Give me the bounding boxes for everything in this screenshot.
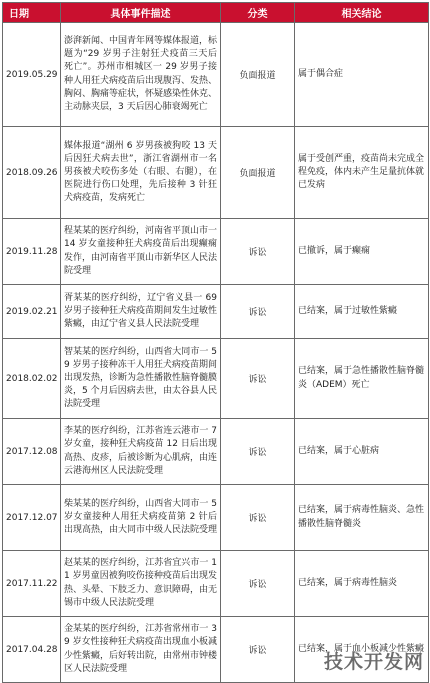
row-conclusion: 属于偶合症: [295, 23, 429, 127]
table-row: [3, 285, 429, 339]
watermark: 技术开发网: [323, 651, 424, 673]
row-description: 赵某某的医疗纠纷，江苏省宜兴市一 11 岁男童因被狗咬伤接种疫苗后出现发热、头晕、下肢乏力、意识障碍，由无锡市中级人民法院受理: [61, 551, 221, 617]
row-category: 负面报道: [221, 127, 295, 219]
row-category: 诉讼: [221, 339, 295, 419]
table-row: [3, 127, 429, 219]
row-conclusion: 已结案，属于过敏性紫癜: [295, 285, 429, 339]
row-date: 2018.09.26: [3, 127, 61, 219]
row-conclusion: 已结案，属于病毒性脑炎、急性播散性脑脊髓炎: [295, 485, 429, 551]
table-row: [3, 339, 429, 419]
events-table: [2, 2, 429, 683]
row-category: 诉讼: [221, 285, 295, 339]
header-description: 具体事件描述: [61, 3, 221, 23]
row-date: 2018.02.02: [3, 339, 61, 419]
row-description: 程某某的医疗纠纷，河南省平顶山市一 14 岁女童接种狂犬病疫苗后出现癫痫发作，由河南省平顶山市新华区人民法院受理: [61, 219, 221, 285]
row-description: 媒体报道“湖州 6 岁男孩被狗咬 13 天后因狂犬病去世”，浙江省湖州市一名男孩被犬咬伤多处（右眼、右腿），在医院进行伤口处理，先后接种 3 针狂犬病疫苗，发病死亡: [61, 127, 221, 219]
table-row: [3, 617, 429, 683]
row-category: 诉讼: [221, 485, 295, 551]
table-row: [3, 23, 429, 127]
row-conclusion: 已撤诉，属于癫痫: [295, 219, 429, 285]
table-row: [3, 551, 429, 617]
row-date: 2017.04.28: [3, 617, 61, 683]
header-row: [3, 3, 429, 23]
row-description: 金某某的医疗纠纷，江苏省常州市一 39 岁女性接种狂犬病疫苗出现血小板减少性紫癜，后好转出院，由常州市钟楼区人民法院受理: [61, 617, 221, 683]
row-category: 诉讼: [221, 219, 295, 285]
row-conclusion: 已结案，属于心脏病: [295, 419, 429, 485]
header-conclusion: 相关结论: [295, 3, 429, 23]
row-description: 李某的医疗纠纷，江苏省连云港市一 7 岁女童，接种狂犬病疫苗 12 日后出现高热、皮疹，后被诊断为心肌病，由连云港海州区人民法院受理: [61, 419, 221, 485]
row-date: 2017.12.07: [3, 485, 61, 551]
row-description: 智某某的医疗纠纷，山西省大同市一 59 岁男子接种冻干人用狂犬病疫苗期间出现发热，诊断为急性播散性脑脊髓膜炎，5 个月后因病去世，由太谷县人民法院受理: [61, 339, 221, 419]
row-description: 澎湃新闻、中国青年网等媒体报道，标题为“29 岁男子注射狂犬疫苗三天后死亡”。苏州市相城区一 29 岁男子接种人用狂犬病疫苗后出现腹泻、发热、胸闷、胸痛等症状，怀疑感染性休克、主动脉夹层，3 天后因心肺衰竭死亡: [61, 23, 221, 127]
header-category: 分类: [221, 3, 295, 23]
row-description: 胥某某的医疗纠纷，辽宁省义县一 69 岁男子接种狂犬病疫苗期间发生过敏性紫癜，由辽宁省义县人民法院受理: [61, 285, 221, 339]
row-category: 诉讼: [221, 419, 295, 485]
row-conclusion: 属于受创严重，疫苗尚未完成全程免疫，体内未产生足量抗体就已发病: [295, 127, 429, 219]
row-conclusion: 已结案，属于病毒性脑炎: [295, 551, 429, 617]
row-category: 诉讼: [221, 617, 295, 683]
row-category: 诉讼: [221, 551, 295, 617]
row-date: 2017.11.22: [3, 551, 61, 617]
table-row: [3, 485, 429, 551]
row-conclusion: 已结案，属于血小板减少性紫癜: [295, 617, 429, 683]
row-date: 2019.05.29: [3, 23, 61, 127]
table-row: [3, 419, 429, 485]
row-date: 2019.02.21: [3, 285, 61, 339]
row-category: 负面报道: [221, 23, 295, 127]
table-row: [3, 219, 429, 285]
row-conclusion: 已结案，属于急性播散性脑脊髓炎（ADEM）死亡: [295, 339, 429, 419]
header-date: 日期: [3, 3, 61, 23]
row-date: 2017.12.08: [3, 419, 61, 485]
row-description: 柴某某的医疗纠纷，山西省大同市一 5 岁女童接种人用狂犬病疫苗第 2 针后出现高热，由大同市中级人民法院受理: [61, 485, 221, 551]
row-date: 2019.11.28: [3, 219, 61, 285]
